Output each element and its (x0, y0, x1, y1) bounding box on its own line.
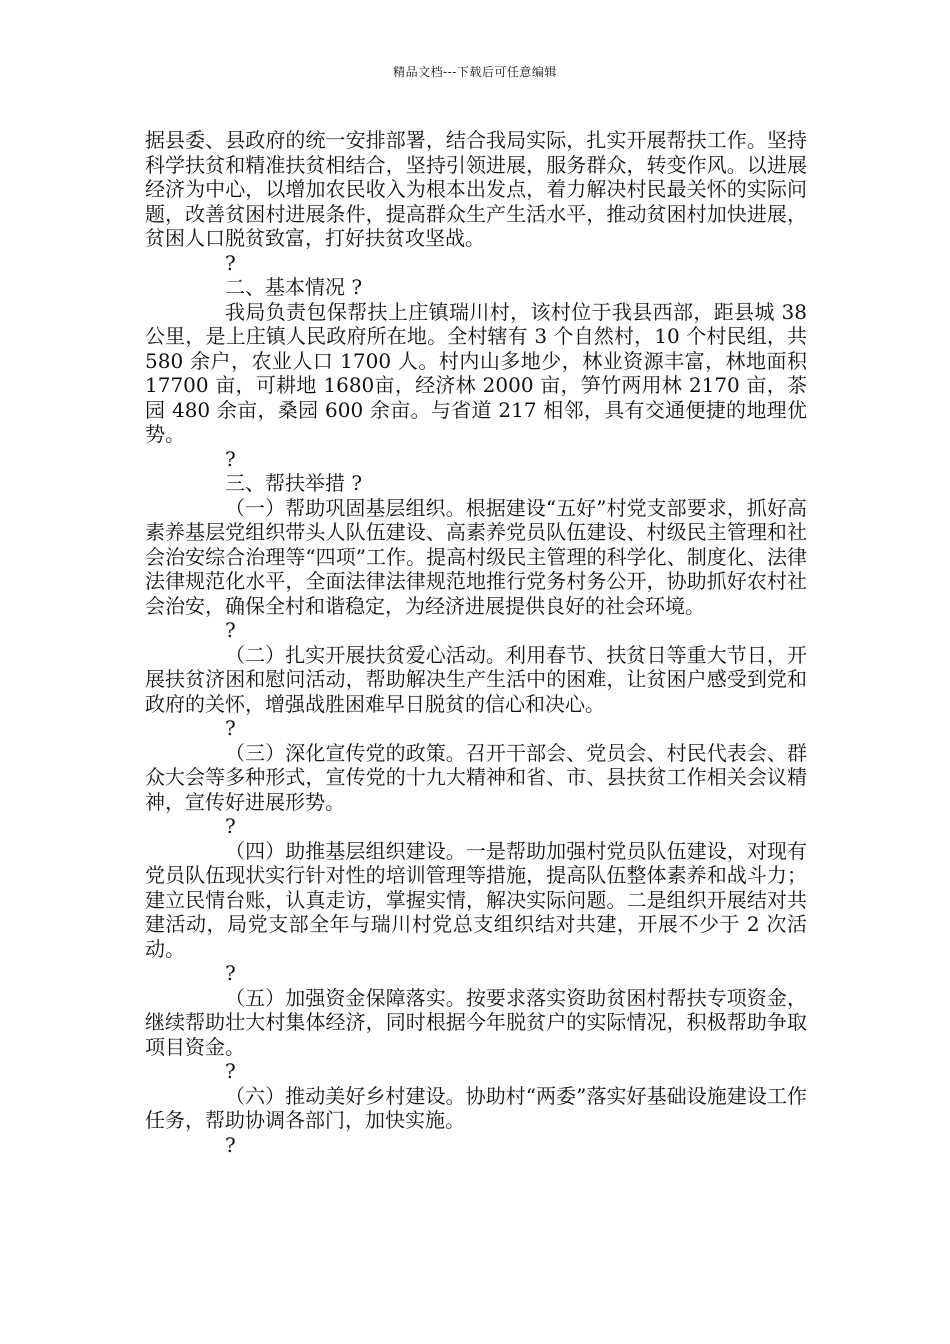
placeholder-mark: ? (225, 1059, 236, 1083)
placeholder-mark: ? (225, 716, 236, 740)
measure-paragraph-5: （五）加强资金保障落实。按要求落实资助贫困村帮扶专项资金，继续帮助壮大村集体经济，同时根据今年脱贫户的实际情况，积极帮助争取项目资金。 (145, 985, 807, 1059)
placeholder-mark: ? (225, 961, 236, 985)
placeholder-mark: ? (225, 814, 236, 838)
section-heading-basic-situation: 二、基本情况 ? (225, 275, 363, 299)
measure-paragraph-6: （六）推动美好乡村建设。协助村“两委”落实好基础设施建设工作任务，帮助协调各部门，加快实施。 (145, 1083, 807, 1132)
document-body (145, 128, 807, 1157)
placeholder-mark: ? (225, 618, 236, 642)
measure-paragraph-2: （二）扎实开展扶贫爱心活动。利用春节、扶贫日等重大节日，开展扶贫济困和慰问活动，帮助解决生产生活中的困难，让贫困户感受到党和政府的关怀，增强战胜困难早日脱贫的信心和决心。 (145, 642, 807, 716)
measure-paragraph-1: （一）帮助巩固基层组织。根据建设“五好”村党支部要求，抓好高素养基层党组织带头人队伍建设、高素养党员队伍建设、村级民主管理和社会治安综合治理等“四项”工作。提高村级民主管理的科学化、制度化、法律法律规范化水平，全面法律法律规范地推行党务村务公开，协助抓好农村社会治安，确保全村和谐稳定，为经济进展提供良好的社会环境。 (145, 495, 807, 618)
placeholder-mark: ? (225, 1132, 236, 1157)
placeholder-mark: ? (225, 446, 236, 471)
section-heading-measures: 三、帮扶举措 ? (225, 471, 363, 495)
intro-paragraph: 据县委、县政府的统一安排部署，结合我局实际，扎实开展帮扶工作。坚持科学扶贫和精准扶贫相结合，坚持引领进展，服务群众，转变作风。以进展经济为中心，以增加农民收入为根本出发点，着力解决村民最关怀的实际问题，改善贫困村进展条件，提高群众生产生活水平，推动贫困村加快进展，贫困人口脱贫致富，打好扶贫攻坚战。 (145, 128, 807, 250)
placeholder-mark: ? (225, 250, 236, 275)
basic-situation-paragraph: 我局负责包保帮扶上庄镇瑞川村，该村位于我县西部，距县城 38 公里，是上庄镇人民政府所在地。全村辖有 3 个自然村，10 个村民组，共 580 余户，农业人口 1700 人。村内山多地少，林业资源丰富，林地面积 17700 亩，可耕地 1680亩，经济林 2000 亩，笋竹两用林 2170 亩，茶园 480 余亩，桑园 600 余亩。与省道 217 相邻，具有交通便捷的地理优势。 (145, 299, 807, 446)
measure-paragraph-4: （四）助推基层组织建设。一是帮助加强村党员队伍建设，对现有党员队伍现状实行针对性的培训管理等措施，提高队伍整体素养和战斗力；建立民情台账，认真走访，掌握实情，解决实际问题。二是组织开展结对共建活动，局党支部全年与瑞川村党总支组织结对共建，开展不少于 2 次活动。 (145, 838, 807, 961)
page-header: 精品文档---下载后可任意编辑 (393, 65, 557, 79)
measure-paragraph-3: （三）深化宣传党的政策。召开干部会、党员会、村民代表会、群众大会等多种形式，宣传党的十九大精神和省、市、县扶贫工作相关会议精神，宣传好进展形势。 (145, 740, 807, 814)
